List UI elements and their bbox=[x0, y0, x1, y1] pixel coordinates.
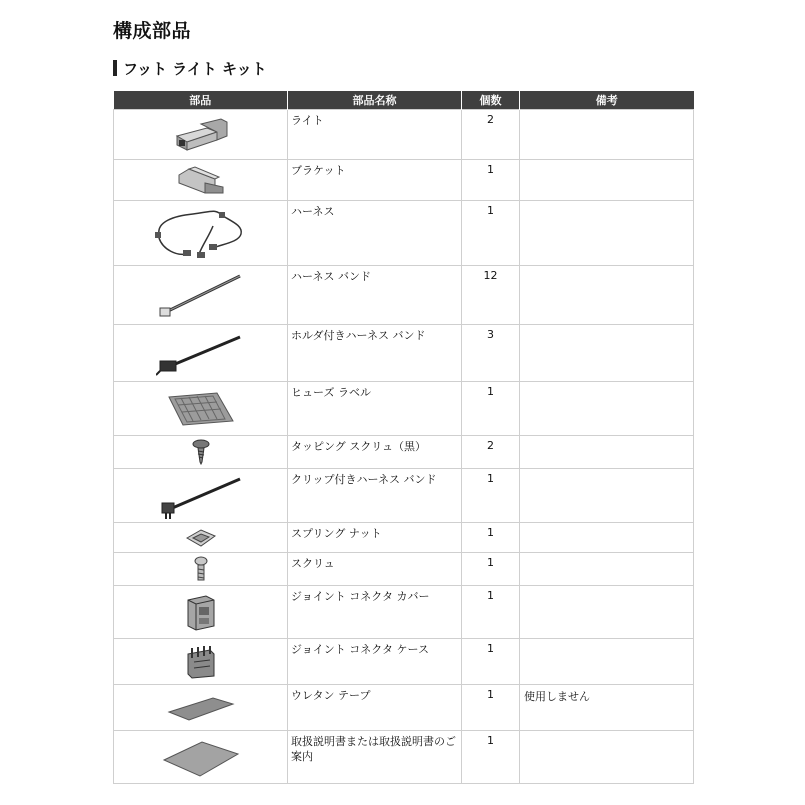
part-name: タッピング スクリュ（黒） bbox=[288, 436, 462, 469]
parts-table bbox=[113, 91, 694, 784]
table-row bbox=[114, 436, 694, 469]
part-image-cell bbox=[114, 382, 288, 436]
part-remarks bbox=[520, 382, 694, 436]
header-part-image: 部品 bbox=[114, 91, 288, 110]
part-name: ブラケット bbox=[288, 160, 462, 201]
part-remarks bbox=[520, 110, 694, 160]
header-part-name: 部品名称 bbox=[288, 91, 462, 110]
table-row bbox=[114, 469, 694, 523]
part-name: ジョイント コネクタ カバー bbox=[288, 586, 462, 639]
part-quantity: 1 bbox=[462, 685, 520, 731]
part-remarks bbox=[520, 523, 694, 553]
part-image-cell bbox=[114, 731, 288, 784]
part-remarks bbox=[520, 436, 694, 469]
holder-cable-tie-icon bbox=[156, 329, 246, 377]
section-title bbox=[113, 58, 267, 78]
table-row bbox=[114, 160, 694, 201]
part-image-cell bbox=[114, 469, 288, 523]
part-remarks bbox=[520, 731, 694, 784]
part-quantity: 1 bbox=[462, 639, 520, 685]
table-row bbox=[114, 266, 694, 325]
part-quantity: 1 bbox=[462, 160, 520, 201]
table-row bbox=[114, 553, 694, 586]
part-quantity: 2 bbox=[462, 110, 520, 160]
section-marker bbox=[113, 60, 117, 76]
part-name: ウレタン テープ bbox=[288, 685, 462, 731]
table-row bbox=[114, 325, 694, 382]
part-image-cell bbox=[114, 436, 288, 469]
table-row bbox=[114, 201, 694, 266]
bracket-icon bbox=[175, 165, 227, 195]
part-quantity: 1 bbox=[462, 469, 520, 523]
table-row bbox=[114, 586, 694, 639]
tapping-screw-icon bbox=[191, 439, 211, 465]
page-title: 構成部品 bbox=[113, 20, 192, 42]
fuse-label-icon bbox=[165, 389, 237, 429]
header-remarks: 備考 bbox=[520, 91, 694, 110]
part-remarks: 使用しません bbox=[520, 685, 694, 731]
light-icon bbox=[171, 118, 231, 152]
part-quantity: 1 bbox=[462, 201, 520, 266]
screw-icon bbox=[192, 556, 210, 582]
part-quantity: 1 bbox=[462, 586, 520, 639]
part-image-cell bbox=[114, 201, 288, 266]
table-row bbox=[114, 382, 694, 436]
urethane-tape-icon bbox=[167, 694, 235, 722]
clip-cable-tie-icon bbox=[156, 473, 246, 519]
part-image-cell bbox=[114, 325, 288, 382]
part-quantity: 3 bbox=[462, 325, 520, 382]
part-name: ヒューズ ラベル bbox=[288, 382, 462, 436]
part-quantity: 1 bbox=[462, 731, 520, 784]
part-remarks bbox=[520, 160, 694, 201]
part-name: ハーネス バンド bbox=[288, 266, 462, 325]
table-row bbox=[114, 523, 694, 553]
section-title-text: フット ライト キット bbox=[123, 59, 267, 78]
part-remarks bbox=[520, 639, 694, 685]
part-name: 取扱説明書または取扱説明書のご案内 bbox=[288, 731, 462, 784]
part-remarks bbox=[520, 266, 694, 325]
table-row bbox=[114, 639, 694, 685]
part-name: クリップ付きハーネス バンド bbox=[288, 469, 462, 523]
cable-tie-icon bbox=[156, 270, 246, 320]
part-name: ジョイント コネクタ ケース bbox=[288, 639, 462, 685]
part-image-cell bbox=[114, 639, 288, 685]
part-quantity: 1 bbox=[462, 523, 520, 553]
part-quantity: 2 bbox=[462, 436, 520, 469]
part-image-cell bbox=[114, 110, 288, 160]
part-image-cell bbox=[114, 523, 288, 553]
harness-icon bbox=[153, 204, 249, 262]
manual-icon bbox=[162, 736, 240, 778]
part-quantity: 1 bbox=[462, 382, 520, 436]
part-name: ライト bbox=[288, 110, 462, 160]
part-remarks bbox=[520, 201, 694, 266]
part-quantity: 1 bbox=[462, 553, 520, 586]
connector-cover-icon bbox=[184, 592, 218, 632]
part-remarks bbox=[520, 469, 694, 523]
table-header-row bbox=[114, 91, 694, 110]
part-name: スクリュ bbox=[288, 553, 462, 586]
part-name: スプリング ナット bbox=[288, 523, 462, 553]
table-row bbox=[114, 110, 694, 160]
part-image-cell bbox=[114, 685, 288, 731]
connector-case-icon bbox=[184, 644, 218, 680]
part-remarks bbox=[520, 586, 694, 639]
part-quantity: 12 bbox=[462, 266, 520, 325]
part-image-cell bbox=[114, 160, 288, 201]
table-row bbox=[114, 685, 694, 731]
part-image-cell bbox=[114, 586, 288, 639]
header-quantity: 個数 bbox=[462, 91, 520, 110]
table-row bbox=[114, 731, 694, 784]
part-name: ホルダ付きハーネス バンド bbox=[288, 325, 462, 382]
spring-nut-icon bbox=[185, 528, 217, 548]
part-remarks bbox=[520, 325, 694, 382]
part-remarks bbox=[520, 553, 694, 586]
part-image-cell bbox=[114, 553, 288, 586]
part-image-cell bbox=[114, 266, 288, 325]
part-name: ハーネス bbox=[288, 201, 462, 266]
